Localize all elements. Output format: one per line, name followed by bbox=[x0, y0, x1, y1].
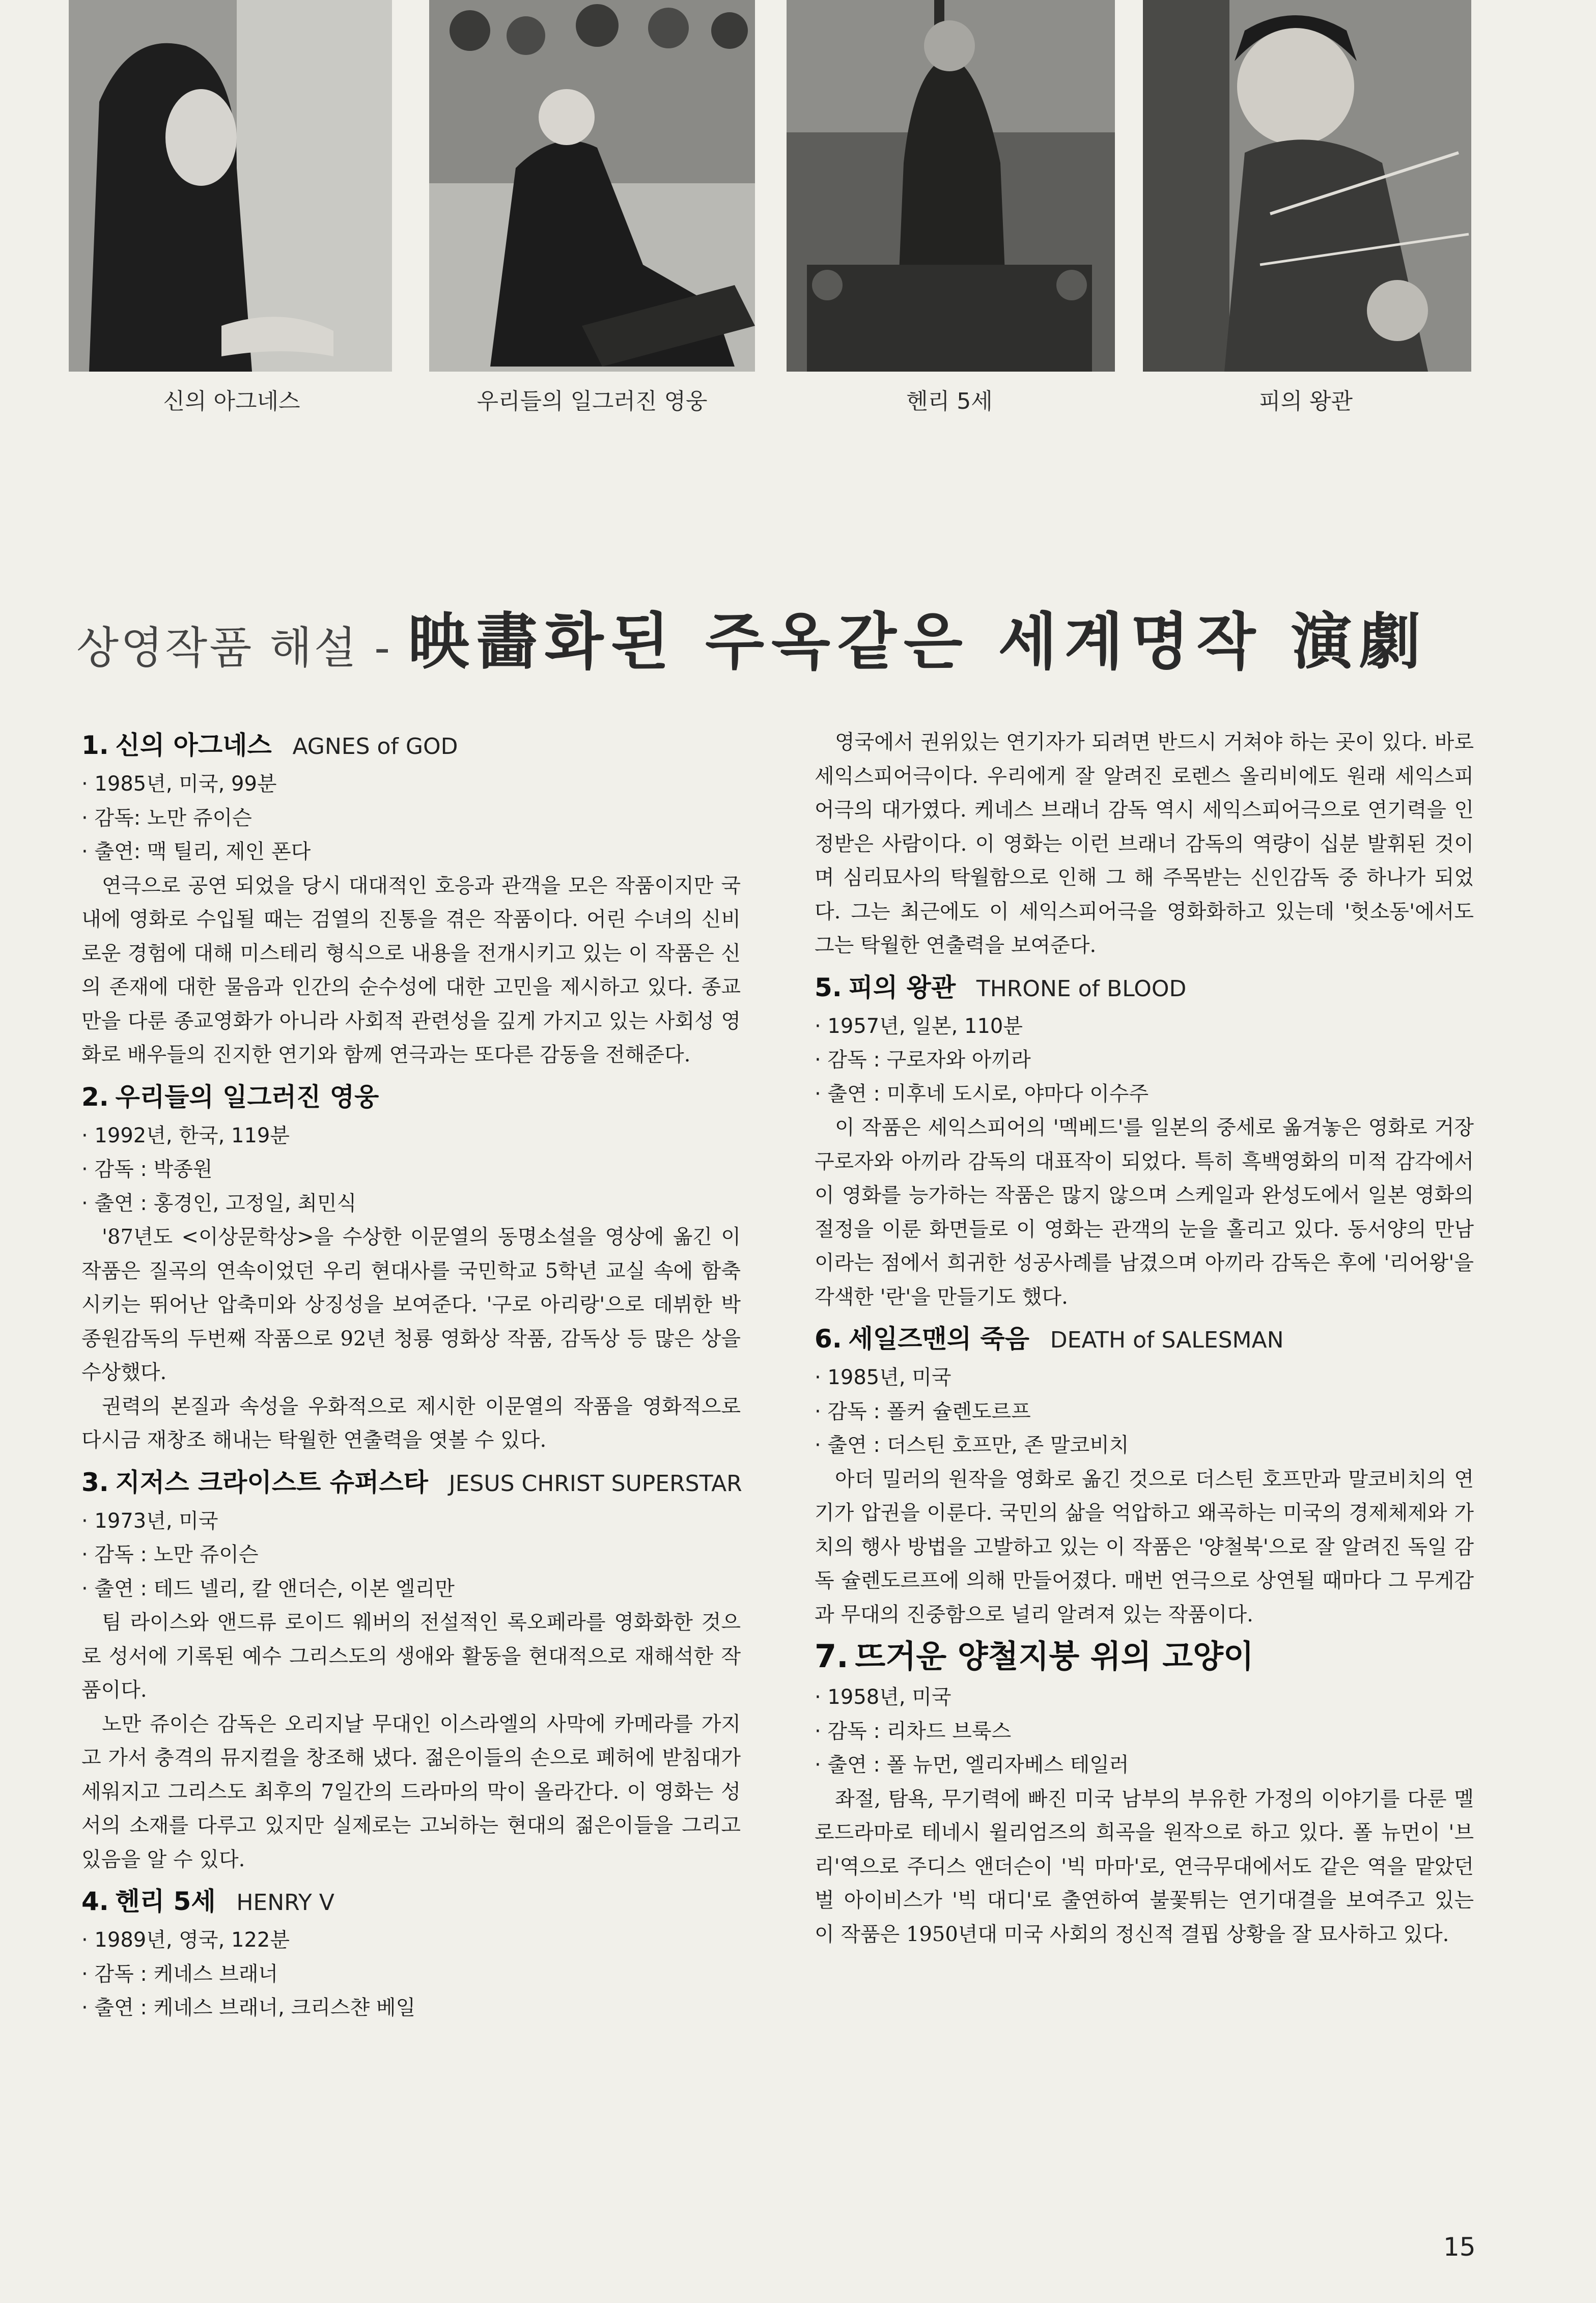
film-cast: · 출연 : 홍경인, 고정일, 최민식 bbox=[81, 1191, 357, 1215]
section-title-en: DEATH of SALESMAN bbox=[1050, 1327, 1284, 1353]
film-info: · 1989년, 영국, 122분 bbox=[81, 1928, 290, 1952]
photo-throne-of-blood bbox=[1143, 0, 1471, 372]
section-body: 권력의 본질과 속성을 우화적으로 제시한 이문열의 작품을 영화적으로 다시금 재창조 해내는 탁월한 연출력을 엿볼 수 있다. bbox=[81, 1394, 741, 1452]
film-cast: · 출연 : 폴 뉴먼, 엘리자베스 테일러 bbox=[815, 1753, 1129, 1777]
film-info: · 1957년, 일본, 110분 bbox=[815, 1014, 1023, 1038]
page-number: 15 bbox=[1443, 2232, 1476, 2262]
section-title bbox=[815, 1319, 1474, 1361]
section-number: 3. bbox=[81, 1467, 109, 1497]
section-body: 팀 라이스와 앤드류 로이드 웨버의 전설적인 록오페라를 영화화한 것으로 성서에 기록된 예수 그리스도의 생애와 활동을 현대적으로 재해석한 작품이다. bbox=[81, 1611, 741, 1702]
film-info: · 1985년, 미국 bbox=[815, 1366, 951, 1389]
film-director: · 감독 : 케네스 브래너 bbox=[81, 1962, 278, 1986]
section-body: 영국에서 권위있는 연기자가 되려면 반드시 거쳐야 하는 곳이 있다. 바로 세익스피어극이다. 우리에게 잘 알려진 로렌스 올리비에도 원래 세익스피어극의 대가였다. 케네스 브래너 감독 역시 세익스피어극으로 연기력을 인정받은 사람이다. 이 영화는 이런 브래너 감독의 역량이 십분 발휘된 것이며 심리묘사의 탁월함으로 인해 그 해 주목받는 신인감독 중 하나가 되었다. 그는 최근에도 이 세익스피어극을 영화화하고 있는데 '헛소동'에서도 그는 탁월한 연출력을 보여준다. bbox=[815, 731, 1474, 957]
photo-henry-v bbox=[787, 0, 1115, 372]
photo-caption: 피의 왕관 bbox=[1258, 388, 1353, 414]
film-cast: · 출연 : 더스틴 호프만, 존 말코비치 bbox=[815, 1434, 1129, 1457]
section-title-ko: 신의 아그네스 bbox=[115, 731, 272, 760]
film-director: · 감독: 노만 쥬이슨 bbox=[81, 806, 252, 830]
film-info: · 1992년, 한국, 119분 bbox=[81, 1124, 290, 1147]
headline-prefix: 상영작품 해설 - bbox=[76, 623, 408, 673]
film-director: · 감독 : 리차드 브룩스 bbox=[815, 1719, 1012, 1743]
page-headline bbox=[76, 593, 1553, 681]
section-title-ko: 피의 왕관 bbox=[848, 972, 956, 1002]
section-title-en: AGNES of GOD bbox=[292, 734, 458, 760]
section-title bbox=[815, 968, 1474, 1009]
photo-caption: 신의 아그네스 bbox=[163, 388, 300, 414]
section-body: 노만 쥬이슨 감독은 오리지날 무대인 이스라엘의 사막에 카메라를 가지고 가서 충격의 뮤지컬을 창조해 냈다. 젊은이들의 손으로 폐허에 받침대가 세워지고 그리스도 최후의 7일간의 드라마의 막이 올라간다. 이 영화는 성서의 소재를 다루고 있지만 실제로는 고뇌하는 현대의 젊은이들을 그리고 있음을 알 수 있다. bbox=[81, 1712, 741, 1871]
section-title-en: HENRY Ⅴ bbox=[236, 1890, 334, 1916]
left-column bbox=[81, 725, 741, 2025]
section-title bbox=[81, 1463, 741, 1504]
section-title-en: THRONE of BLOOD bbox=[976, 975, 1187, 1002]
section-number: 7. bbox=[815, 1638, 849, 1675]
section-title-ko: 헨리 5세 bbox=[115, 1887, 216, 1916]
section-body: 좌절, 탐욕, 무기력에 빠진 미국 남부의 부유한 가정의 이야기를 다룬 멜로드라마로 테네시 윌리엄즈의 희곡을 원작으로 하고 있다. 폴 뉴먼이 '브리'역으로 주디스 앤더슨이 '빅 마마'로, 연극무대에서도 같은 역을 맡았던 벌 아이비스가 '빅 대디'로 출연하여 불꽃튀는 연기대결을 보여주고 있는 이 작품은 1950년대 미국 사회의 정신적 결핍 상황을 잘 묘사하고 있다. bbox=[815, 1787, 1474, 1946]
film-info: · 1958년, 미국 bbox=[815, 1686, 951, 1709]
photo-caption: 헨리 5세 bbox=[906, 388, 993, 414]
photo-caption: 우리들의 일그러진 영웅 bbox=[477, 388, 708, 414]
section-body: '87년도 <이상문학상>을 수상한 이문열의 동명소설을 영상에 옮긴 이 작품은 질곡의 연속이었던 우리 현대사를 국민학교 5학년 교실 속에 함축시키는 뛰어난 압축미와 상징성을 보여준다. '구로 아리랑'으로 데뷔한 박종원감독의 두번째 작품으로 92년 청룡 영화상 작품, 감독상 등 많은 상을 수상했다. bbox=[81, 1225, 741, 1384]
section-title bbox=[81, 1077, 741, 1119]
section-number: 1. bbox=[81, 731, 109, 760]
section-body: 연극으로 공연 되었을 당시 대대적인 호응과 관객을 모은 작품이지만 국내에 영화로 수입될 때는 검열의 진통을 겪은 작품이다. 어린 수녀의 신비로운 경험에 대해 미스테리 형식으로 내용을 전개시키고 있는 이 작품은 신의 존재에 대한 물음과 인간의 순수성에 대한 고민을 제시하고 있다. 종교만을 다룬 종교영화가 아니라 사회적 관련성을 깊게 가지고 있는 사회성 영화로 배우들의 진지한 연기와 함께 연극과는 또다른 감동을 전해준다. bbox=[81, 874, 741, 1066]
film-cast: · 출연: 맥 틸리, 제인 폰다 bbox=[81, 840, 311, 863]
headline-title: 映畵화된 주옥같은 세계명작 演劇 bbox=[408, 607, 1428, 678]
film-director: · 감독 : 노만 쥬이슨 bbox=[81, 1543, 259, 1566]
photo-agnes-of-god bbox=[69, 0, 392, 372]
section-title bbox=[81, 1881, 741, 1923]
section-title bbox=[815, 1637, 1474, 1680]
section-title bbox=[81, 725, 741, 767]
right-column bbox=[815, 725, 1474, 1951]
film-cast: · 출연 : 케네스 브래너, 크리스챤 베일 bbox=[81, 1996, 416, 2019]
section-body: 아더 밀러의 원작을 영화로 옮긴 것으로 더스틴 호프만과 말코비치의 연기가 압권을 이룬다. 국민의 삶을 억압하고 왜곡하는 미국의 경제체제와 가치의 행사 방법을 고발하고 있는 이 작품은 '양철북'으로 잘 알려진 독일 감독 슐렌도르프에 의해 만들어졌다. 매번 연극으로 상연될 때마다 그 무게감과 무대의 진중함으로 널리 알려져 있는 작품이다. bbox=[815, 1467, 1474, 1626]
film-info: · 1973년, 미국 bbox=[81, 1509, 218, 1533]
section-title-ko: 지저스 크라이스트 슈퍼스타 bbox=[115, 1467, 428, 1497]
section-number: 6. bbox=[815, 1324, 842, 1354]
section-title-ko: 뜨거운 양철지붕 위의 고양이 bbox=[855, 1638, 1254, 1675]
section-body: 이 작품은 세익스피어의 '멕베드'를 일본의 중세로 옮겨놓은 영화로 거장 구로자와 아끼라 감독의 대표작이 되었다. 특히 흑백영화의 미적 감각에서 이 영화를 능가하는 작품은 많지 않으며 스케일과 완성도에서 일본 영화의 절정을 이룬 화면들로 이 영화는 관객의 눈을 홀리고 있다. 동서양의 만남이라는 점에서 희귀한 성공사례를 남겼으며 아끼라 감독은 후에 '리어왕'을 각색한 '란'을 만들기도 했다. bbox=[815, 1116, 1474, 1309]
section-number: 4. bbox=[81, 1887, 109, 1916]
film-info: · 1985년, 미국, 99분 bbox=[81, 772, 277, 796]
section-number: 2. bbox=[81, 1082, 109, 1112]
section-number: 5. bbox=[815, 972, 842, 1002]
photo-strip bbox=[0, 0, 1596, 448]
film-director: · 감독 : 박종원 bbox=[81, 1158, 213, 1181]
section-title-ko: 우리들의 일그러진 영웅 bbox=[115, 1082, 379, 1112]
section-title-en: JESUS CHRIST SUPERSTAR bbox=[449, 1470, 742, 1497]
film-cast: · 출연 : 테드 넬리, 칼 앤더슨, 이본 엘리만 bbox=[81, 1577, 455, 1600]
film-cast: · 출연 : 미후네 도시로, 야마다 이수주 bbox=[815, 1082, 1149, 1106]
film-director: · 감독 : 구로자와 아끼라 bbox=[815, 1048, 1031, 1072]
section-title-ko: 세일즈맨의 죽음 bbox=[848, 1324, 1030, 1354]
photo-our-twisted-hero bbox=[429, 0, 755, 372]
film-director: · 감독 : 폴커 슐렌도르프 bbox=[815, 1399, 1031, 1423]
